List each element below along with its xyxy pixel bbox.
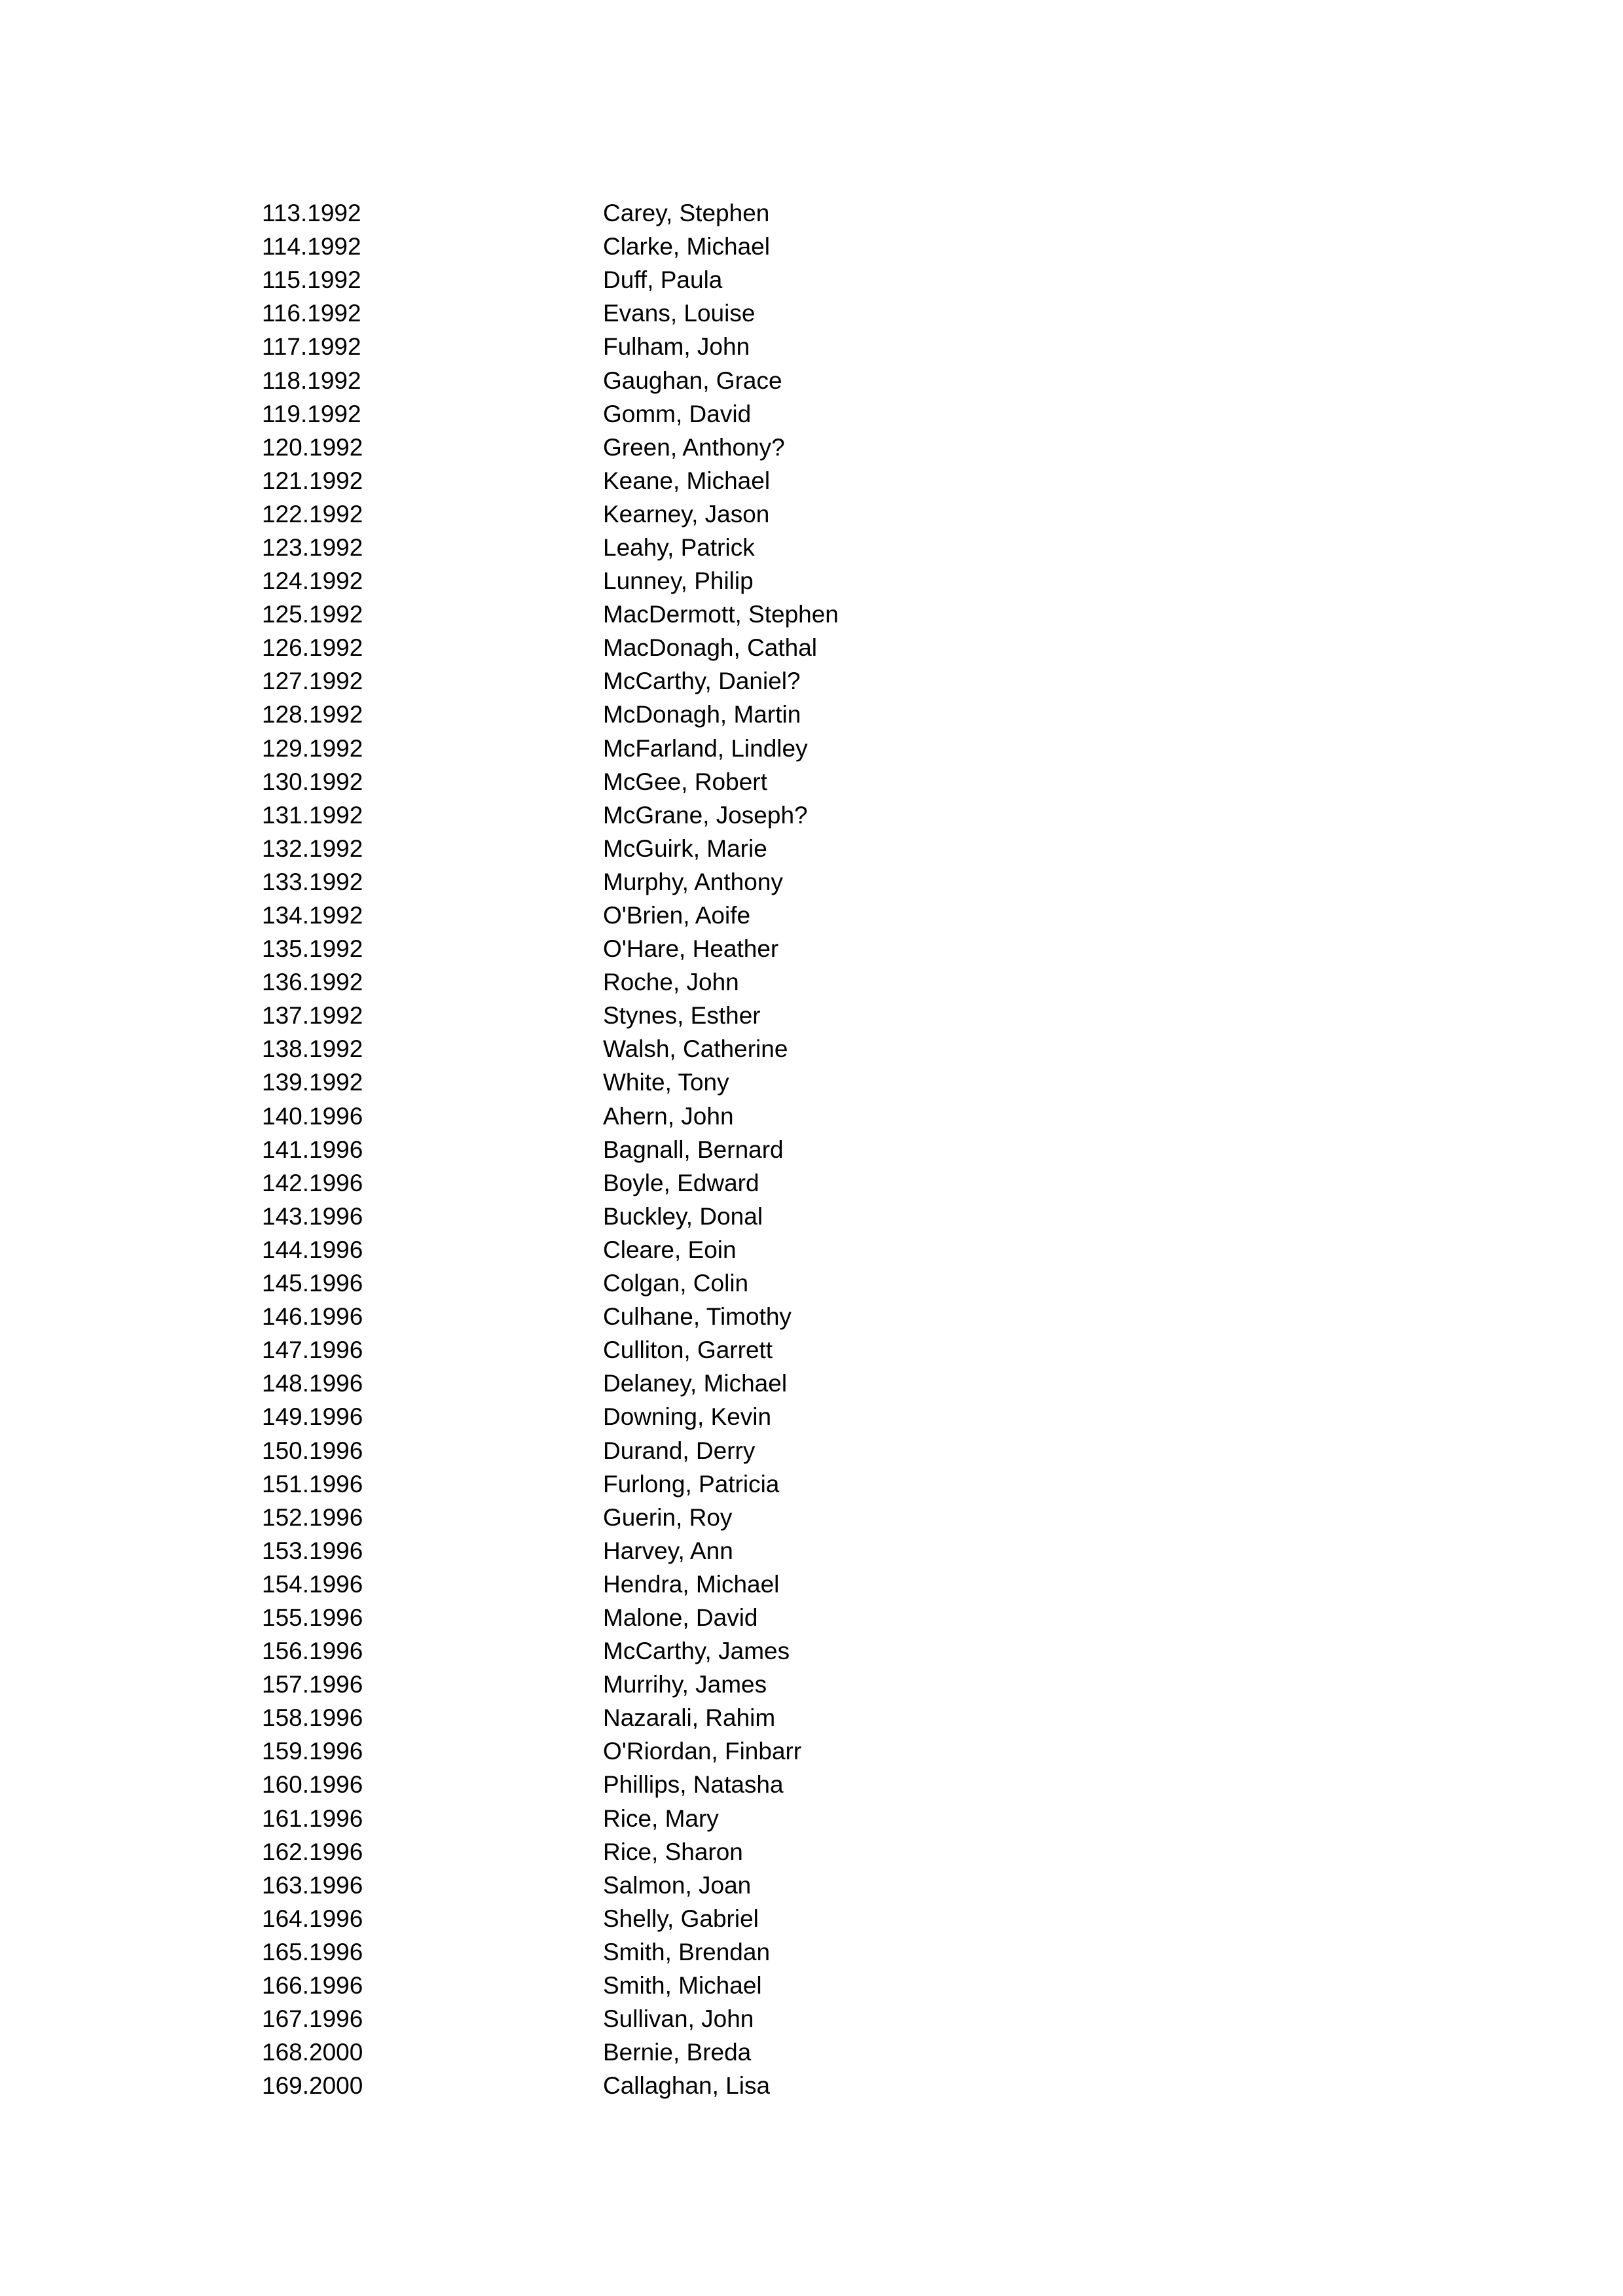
record-name: Roche, John [603,969,739,996]
record-number: 157.1996 [262,1671,363,1698]
record-name: Phillips, Natasha [603,1771,784,1799]
list-item [262,899,1178,932]
list-item [262,1734,1178,1768]
list-item [262,1200,1178,1233]
list-item [262,1467,1178,1501]
list-item [262,631,1178,664]
record-name: O'Brien, Aoife [603,902,751,929]
record-number: 118.1992 [262,367,361,394]
record-number: 141.1996 [262,1136,363,1163]
record-number: 152.1996 [262,1503,363,1531]
record-number: 149.1996 [262,1403,363,1431]
list-item [262,865,1178,899]
list-item [262,2069,1178,2102]
record-number: 166.1996 [262,1972,363,2000]
record-name: Murrihy, James [603,1671,767,1698]
record-number: 142.1996 [262,1169,363,1196]
record-number: 160.1996 [262,1771,363,1799]
record-name: Buckley, Donal [603,1202,763,1230]
record-name: Culhane, Timothy [603,1303,792,1331]
record-name: O'Hare, Heather [603,935,779,963]
record-name: Ahern, John [603,1102,734,1130]
record-name: Leahy, Patrick [603,533,755,561]
list-item [262,263,1178,296]
list-item [262,464,1178,497]
list-item [262,564,1178,598]
record-number: 135.1992 [262,935,363,963]
list-item [262,798,1178,832]
record-name: Hendra, Michael [603,1570,780,1598]
record-name: Furlong, Patricia [603,1470,780,1498]
record-number: 113.1992 [262,200,361,227]
record-number: 129.1992 [262,734,363,762]
list-item [262,1568,1178,1601]
list-item [262,1133,1178,1166]
list-item [262,1066,1178,1099]
record-name: Culliton, Garrett [603,1336,773,1364]
record-name: Colgan, Colin [603,1270,749,1297]
list-item [262,1032,1178,1066]
record-name: O'Riordan, Finbarr [603,1738,802,1765]
list-item [262,598,1178,631]
record-name: Smith, Brendan [603,1938,771,1965]
record-number: 138.1992 [262,1035,363,1063]
record-number: 164.1996 [262,1905,363,1932]
list-item [262,832,1178,865]
list-item [262,296,1178,330]
record-number: 140.1996 [262,1102,363,1130]
list-item [262,1935,1178,1969]
record-name: Bernie, Breda [603,2039,752,2066]
record-number: 161.1996 [262,1804,363,1832]
list-item [262,664,1178,698]
record-number: 163.1996 [262,1871,363,1899]
list-item [262,1233,1178,1266]
record-number: 156.1996 [262,1638,363,1665]
record-name: Fulham, John [603,333,750,361]
record-number: 148.1996 [262,1370,363,1397]
record-name: Walsh, Catherine [603,1035,788,1063]
record-name: Duff, Paula [603,266,723,294]
list-item [262,1835,1178,1869]
record-name: Callaghan, Lisa [603,2072,771,2100]
list-item [262,765,1178,798]
record-name: Evans, Louise [603,300,756,327]
record-name: Clarke, Michael [603,233,770,260]
record-name: Green, Anthony? [603,433,785,461]
list-item [262,1768,1178,1801]
record-name: Stynes, Esther [603,1002,761,1030]
list-item [262,2036,1178,2069]
record-number: 139.1992 [262,1069,363,1096]
record-number: 134.1992 [262,902,363,929]
list-item [262,1534,1178,1568]
list-item [262,932,1178,965]
record-name: Shelly, Gabriel [603,1905,759,1932]
record-number: 151.1996 [262,1470,363,1498]
list-item [262,363,1178,397]
record-number: 125.1992 [262,601,363,628]
record-name: Cleare, Eoin [603,1236,737,1263]
list-item [262,230,1178,263]
record-number: 119.1992 [262,400,361,427]
record-number: 155.1996 [262,1604,363,1631]
record-number: 132.1992 [262,834,363,862]
record-name: Gaughan, Grace [603,367,782,394]
list-item [262,1869,1178,1902]
record-name: Bagnall, Bernard [603,1136,784,1163]
record-name: McGuirk, Marie [603,834,767,862]
list-item [262,698,1178,731]
record-number: 154.1996 [262,1570,363,1598]
list-item [262,1333,1178,1367]
record-number: 121.1992 [262,467,363,494]
record-name: Keane, Michael [603,467,771,494]
record-name: Guerin, Roy [603,1503,733,1531]
record-name: Downing, Kevin [603,1403,772,1431]
list-item [262,330,1178,363]
record-number: 153.1996 [262,1537,363,1564]
record-name: McGee, Robert [603,768,767,795]
record-number: 167.1996 [262,2005,363,2033]
record-number: 168.2000 [262,2039,363,2066]
list-item [262,1166,1178,1200]
record-name: Rice, Mary [603,1804,719,1832]
list-item [262,1802,1178,1835]
list-item [262,1701,1178,1734]
record-name: McDonagh, Martin [603,701,801,728]
record-number: 122.1992 [262,500,363,528]
record-name: Nazarali, Rahim [603,1704,776,1732]
record-name: McCarthy, Daniel? [603,668,801,695]
records-list [262,196,1178,2102]
record-number: 146.1996 [262,1303,363,1331]
record-number: 144.1996 [262,1236,363,1263]
record-name: MacDonagh, Cathal [603,634,818,662]
list-item [262,1668,1178,1701]
record-number: 127.1992 [262,668,363,695]
record-number: 147.1996 [262,1336,363,1364]
list-item [262,1266,1178,1300]
record-name: Harvey, Ann [603,1537,733,1564]
list-item [262,2002,1178,2036]
record-name: Smith, Michael [603,1972,762,2000]
list-item [262,1501,1178,1534]
list-item [262,497,1178,531]
record-name: Malone, David [603,1604,758,1631]
record-number: 130.1992 [262,768,363,795]
list-item [262,1367,1178,1400]
list-item [262,1969,1178,2002]
record-number: 162.1996 [262,1838,363,1865]
record-name: Carey, Stephen [603,200,770,227]
list-item [262,431,1178,464]
list-item [262,732,1178,765]
list-item [262,196,1178,230]
record-number: 133.1992 [262,868,363,895]
record-name: Durand, Derry [603,1437,756,1464]
record-number: 123.1992 [262,533,363,561]
record-name: McFarland, Lindley [603,734,808,762]
list-item [262,1433,1178,1467]
record-name: McCarthy, James [603,1638,790,1665]
list-item [262,1634,1178,1668]
record-number: 165.1996 [262,1938,363,1965]
list-item [262,965,1178,999]
list-item [262,1601,1178,1634]
record-name: Delaney, Michael [603,1370,788,1397]
record-number: 117.1992 [262,333,361,361]
list-item [262,397,1178,431]
record-number: 126.1992 [262,634,363,662]
list-item [262,1100,1178,1133]
record-name: Murphy, Anthony [603,868,783,895]
record-number: 114.1992 [262,233,361,260]
record-number: 136.1992 [262,969,363,996]
record-name: MacDermott, Stephen [603,601,839,628]
record-number: 158.1996 [262,1704,363,1732]
record-number: 169.2000 [262,2072,363,2100]
record-name: Salmon, Joan [603,1871,752,1899]
record-number: 120.1992 [262,433,363,461]
record-name: Kearney, Jason [603,500,770,528]
record-name: Boyle, Edward [603,1169,759,1196]
record-number: 143.1996 [262,1202,363,1230]
list-item [262,1400,1178,1433]
record-name: McGrane, Joseph? [603,801,808,829]
record-number: 145.1996 [262,1270,363,1297]
record-number: 128.1992 [262,701,363,728]
record-number: 137.1992 [262,1002,363,1030]
record-number: 159.1996 [262,1738,363,1765]
record-name: Sullivan, John [603,2005,754,2033]
list-item [262,1300,1178,1333]
record-name: Rice, Sharon [603,1838,743,1865]
record-number: 131.1992 [262,801,363,829]
list-item [262,999,1178,1032]
record-name: Lunney, Philip [603,567,754,595]
record-number: 150.1996 [262,1437,363,1464]
list-item [262,531,1178,564]
list-item [262,1902,1178,1935]
record-number: 124.1992 [262,567,363,595]
record-number: 115.1992 [262,266,361,294]
record-name: White, Tony [603,1069,729,1096]
record-number: 116.1992 [262,300,361,327]
record-name: Gomm, David [603,400,752,427]
